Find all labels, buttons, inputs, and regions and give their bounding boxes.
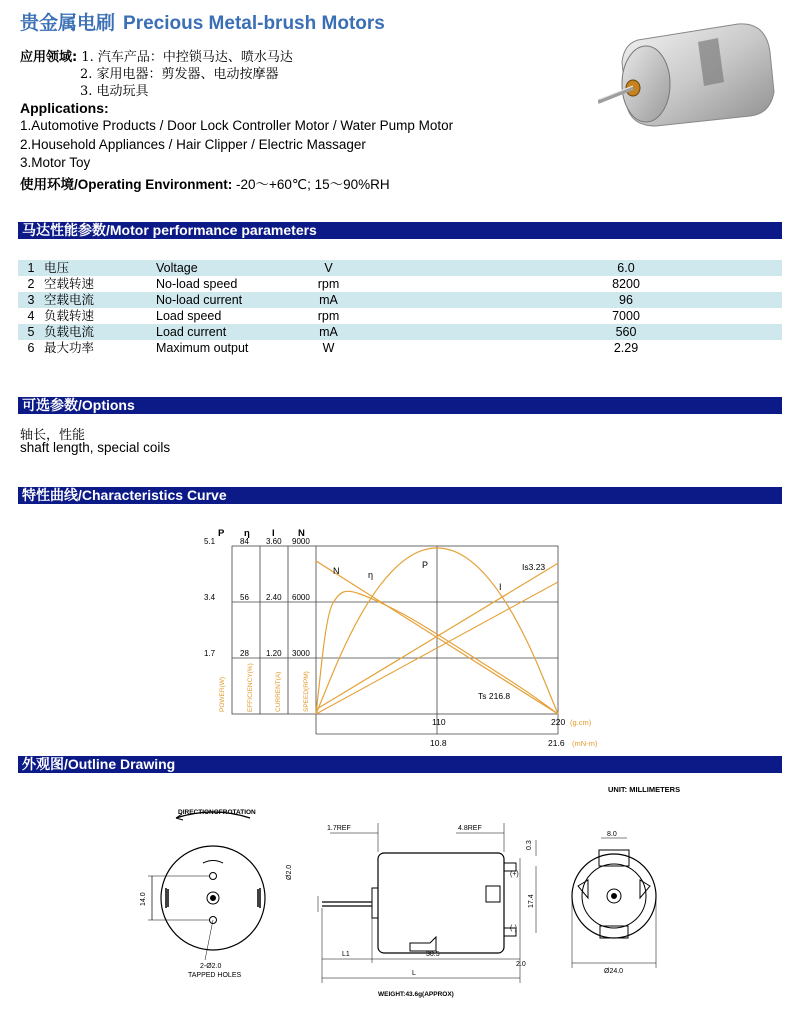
motor-body xyxy=(378,853,504,953)
param-spacer xyxy=(681,308,782,324)
series-label: I xyxy=(499,582,502,592)
param-value: 7000 xyxy=(612,309,640,323)
dim-24.0: Ø24.0 xyxy=(604,968,624,975)
table-row xyxy=(18,308,782,324)
param-spacer xyxy=(681,260,782,276)
section-title-en: /Outline Drawing xyxy=(64,756,176,772)
y-tick-label: 28 xyxy=(240,649,249,658)
section-title-en: /Options xyxy=(78,397,135,413)
applications-heading: Applications: xyxy=(20,100,109,116)
tapped-holes-label: TAPPED HOLES xyxy=(188,972,242,979)
param-spacer xyxy=(681,276,782,292)
section-title-cn: 可选参数 xyxy=(22,398,78,414)
param-spacer xyxy=(681,324,782,340)
x-tick-label: 220 xyxy=(551,717,566,727)
param-unit: mA xyxy=(291,292,366,308)
y-tick-label: 9000 xyxy=(292,537,310,546)
applications-cn-label: 应用领域: xyxy=(20,50,78,65)
param-name-en: Maximum output xyxy=(156,341,249,355)
y-tick-label: 84 xyxy=(240,537,249,546)
x-unit-label: (g.cm) xyxy=(570,718,592,727)
param-no: 2 xyxy=(27,277,35,291)
page-title xyxy=(20,8,385,35)
drawing-unit-label: UNIT: MILLIMETERS xyxy=(608,785,681,794)
y-axis-label: CURRENT(A) xyxy=(275,671,282,712)
tapped-holes-size: 2-Ø2.0 xyxy=(200,963,222,970)
section-bar-performance xyxy=(18,222,782,239)
terminal-minus-label: (-) xyxy=(510,925,517,932)
title-en: Precious Metal-brush Motors xyxy=(123,13,385,34)
table-row xyxy=(18,340,782,356)
operating-environment xyxy=(20,173,390,193)
dim-8.0: 8.0 xyxy=(607,831,617,838)
param-name-cn: 空载电流 xyxy=(44,292,156,308)
y-tick-label: 3.4 xyxy=(204,593,216,602)
param-name-cn: 负载电流 xyxy=(44,324,156,340)
param-value: 560 xyxy=(571,324,681,340)
x-tick-label: 21.6 xyxy=(548,738,565,748)
dim-l1: L1 xyxy=(342,951,350,958)
applications-cn-item: 3. 电动玩具 xyxy=(80,84,149,99)
param-name-cn: 空载转速 xyxy=(44,276,95,291)
motor-photo xyxy=(598,22,778,132)
environment-value: -20～+60℃; 15～90%RH xyxy=(232,177,390,192)
applications-item: 1.Automotive Products / Door Lock Controller Motor / Water Pump Motor xyxy=(20,118,454,133)
param-unit: mA xyxy=(291,324,366,340)
param-spacer xyxy=(366,308,571,324)
table-row xyxy=(18,260,782,276)
characteristics-chart xyxy=(200,522,610,752)
y-tick-label: 6000 xyxy=(292,593,310,602)
param-spacer xyxy=(366,340,571,356)
axis-head-label: P xyxy=(218,528,225,539)
section-title-cn: 马达性能参数 xyxy=(22,223,106,239)
section-bar-curve xyxy=(18,487,782,504)
y-tick-label: 3.60 xyxy=(266,537,282,546)
param-value: 2.29 xyxy=(613,341,639,355)
x-tick-label: 10.8 xyxy=(430,738,447,748)
param-no: 6 xyxy=(27,341,35,355)
param-unit: rpm xyxy=(317,277,340,291)
section-title-en: /Characteristics Curve xyxy=(78,487,227,503)
param-spacer xyxy=(366,292,571,308)
terminal-plus-label: (+) xyxy=(510,871,519,878)
dim-4.8ref: 4.8REF xyxy=(458,825,482,832)
y-axis-label: SPEED(RPM) xyxy=(303,671,310,712)
chart-annotation: Ts 216.8 xyxy=(478,691,511,701)
dim-shaft-dia: Ø2.0 xyxy=(286,864,293,880)
parameters-table xyxy=(18,260,782,356)
dim-14: 14.0 xyxy=(140,892,147,906)
environment-label: 使用环境/Operating Environment: xyxy=(20,177,233,192)
param-spacer xyxy=(681,292,782,308)
param-name-en: Load speed xyxy=(156,309,222,323)
chart-text xyxy=(204,528,598,748)
param-unit: W xyxy=(322,341,335,355)
title-cn: 贵金属电刷 xyxy=(20,12,116,34)
outline-drawing xyxy=(0,778,804,1008)
y-axis-label: POWER(W) xyxy=(219,676,226,712)
param-value: 6.0 xyxy=(571,260,681,276)
section-bar-outline xyxy=(18,756,782,773)
param-spacer xyxy=(681,340,782,356)
y-tick-label: 2.40 xyxy=(266,593,282,602)
options-cn: 轴长，性能 xyxy=(20,428,86,443)
axis-head-label: N xyxy=(298,528,305,539)
param-spacer xyxy=(366,324,571,340)
param-name-en: No-load speed xyxy=(156,277,238,291)
param-spacer xyxy=(366,276,571,292)
series-label: η xyxy=(368,570,374,580)
x-unit-label: (mN-m) xyxy=(572,739,598,748)
param-name-cn: 最大功率 xyxy=(44,340,95,355)
dim-17.4: 17.4 xyxy=(528,894,535,908)
applications-item: 3.Motor Toy xyxy=(20,155,91,170)
param-name-en: Load current xyxy=(156,324,291,340)
param-value: 8200 xyxy=(612,277,640,291)
series-label: P xyxy=(422,560,429,570)
y-tick-label: 5.1 xyxy=(204,537,216,546)
param-name-en: No-load current xyxy=(156,292,291,308)
applications-cn-item: 2. 家用电器：剪发器、电动按摩器 xyxy=(80,67,279,82)
param-spacer xyxy=(366,260,571,276)
param-no: 4 xyxy=(27,309,35,323)
section-title-cn: 特性曲线 xyxy=(22,488,78,504)
axis-head-label: I xyxy=(272,528,275,539)
y-tick-label: 56 xyxy=(240,593,249,602)
tapped-hole xyxy=(210,873,217,880)
param-value: 96 xyxy=(571,292,681,308)
param-name-en: Voltage xyxy=(156,260,291,276)
chart-annotation: Is3.23 xyxy=(522,562,546,572)
param-name-cn: 负载转速 xyxy=(44,308,95,323)
param-name-cn: 电压 xyxy=(44,260,156,276)
x-tick-label: 110 xyxy=(432,717,446,727)
y-tick-label: 1.20 xyxy=(266,649,282,658)
y-tick-label: 1.7 xyxy=(204,649,216,658)
section-bar-options xyxy=(18,397,782,414)
table-row xyxy=(18,292,782,308)
axis-head-label: η xyxy=(244,528,250,539)
series-label: N xyxy=(333,566,340,576)
param-unit: V xyxy=(291,260,366,276)
dim-0.3: 0.3 xyxy=(526,840,533,850)
y-axis-label: EFFICIENCY(%) xyxy=(247,663,254,712)
applications-item: 2.Household Appliances / Hair Clipper / Electric Massager xyxy=(20,137,366,152)
dim-30.5: 30.5 xyxy=(426,951,440,958)
dim-2.0: 2.0 xyxy=(516,961,526,968)
options-en: shaft length, special coils xyxy=(20,440,171,455)
y-tick-label: 3000 xyxy=(292,649,310,658)
section-title-cn: 外观图 xyxy=(22,757,64,773)
dim-l: L xyxy=(412,970,416,977)
rotation-label: DIRECTIONOFROTATION xyxy=(178,809,256,816)
param-no: 3 xyxy=(18,292,44,308)
section-title-en: /Motor performance parameters xyxy=(106,222,317,238)
param-no: 1 xyxy=(18,260,44,276)
dim-1.7ref: 1.7REF xyxy=(327,825,351,832)
weight-label: WEIGHT:43.6g(APPROX) xyxy=(378,991,454,998)
table-row xyxy=(18,276,782,292)
table-row xyxy=(18,324,782,340)
param-unit: rpm xyxy=(317,309,340,323)
applications-cn-item: 1. 汽车产品：中控锁马达、喷水马达 xyxy=(81,50,293,65)
param-no: 5 xyxy=(18,324,44,340)
